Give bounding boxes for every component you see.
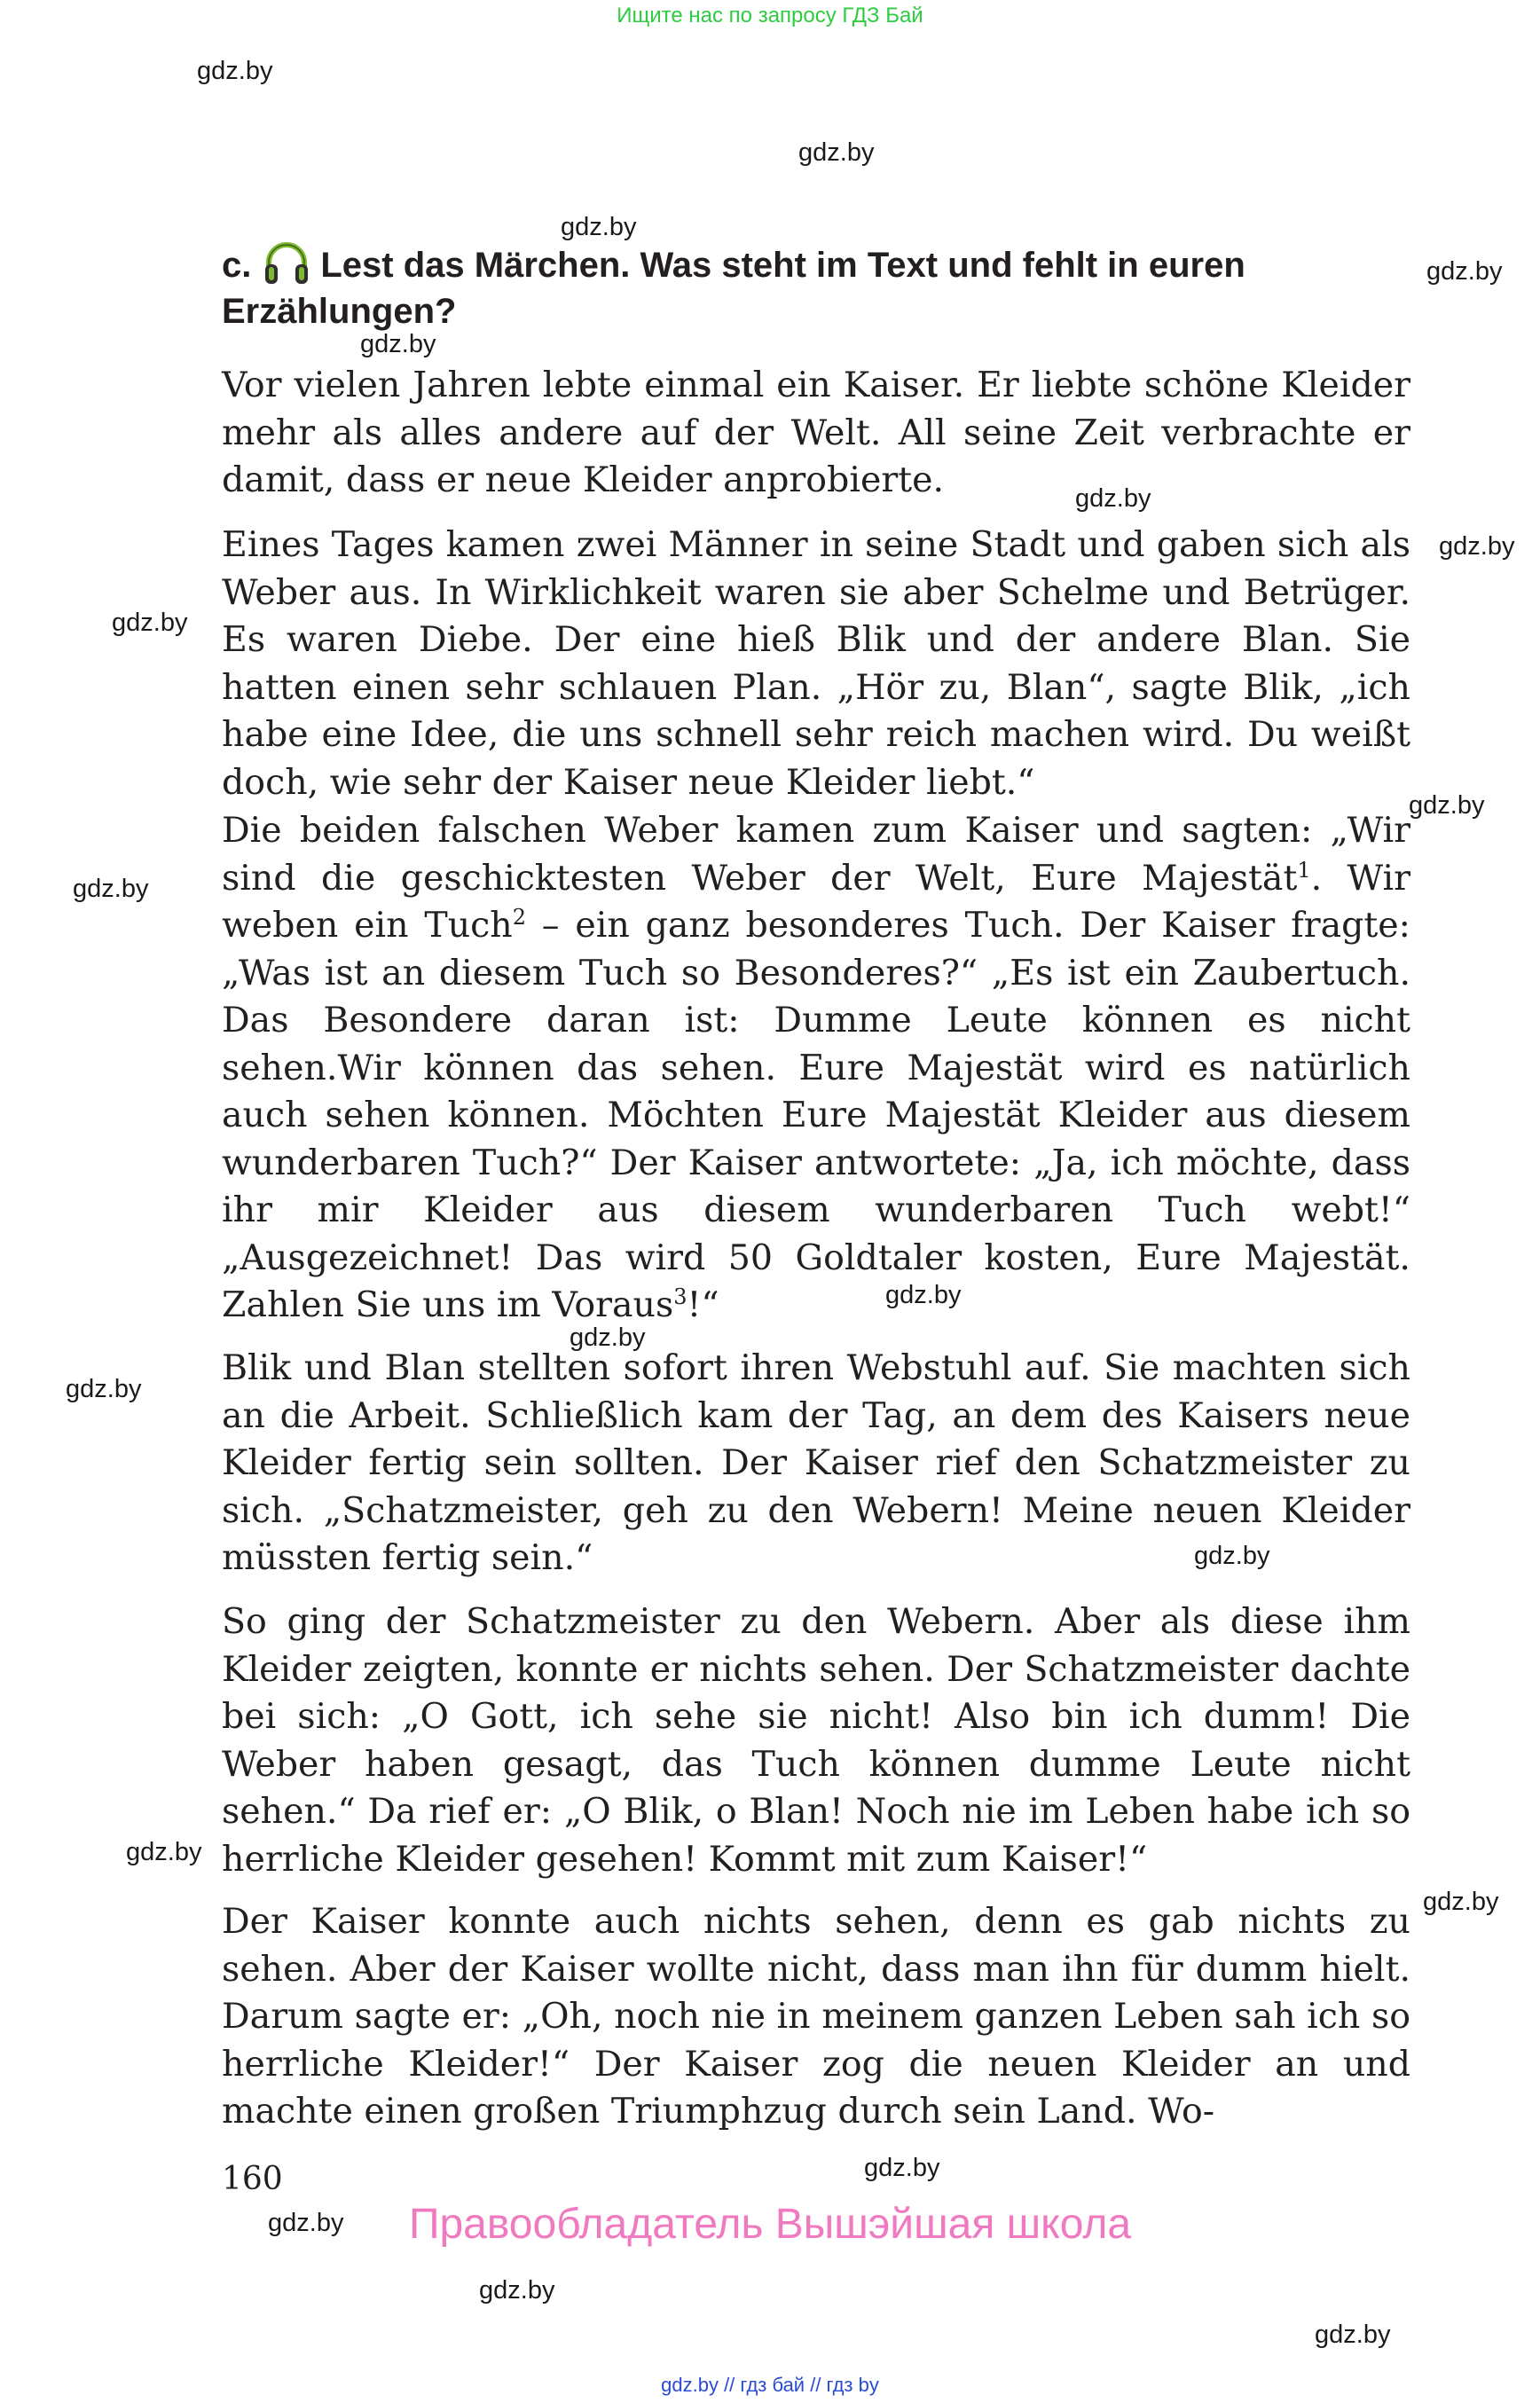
- watermark: gdz.by: [1194, 1542, 1270, 1570]
- watermark: gdz.by: [1315, 2321, 1391, 2349]
- page-number: 160: [222, 2161, 283, 2197]
- watermark: gdz.by: [1426, 257, 1503, 286]
- rights-holder: Правообладатель Вышэйшая школа: [408, 2201, 1132, 2248]
- story-paragraph-5: So ging der Schatzmeister zu den Webern. Aber als diese ihm Kleider zeigten, konnte er nichts sehen. Der Schatzmeister dachte bei sich: „O Gott, ich sehe sie nicht! Also bin ich dumm! Die Weber haben gesagt, das Tuch können dumme Leute nicht sehen.“ Da rief er: „O Blik, o Blan! Noch nie im Leben habe ich so herrliche Kleider gesehen! Kommt mit zum Kaiser!“: [222, 1601, 1410, 1880]
- task-letter: c.: [222, 246, 252, 285]
- headphones-icon[interactable]: [262, 238, 311, 287]
- watermark: gdz.by: [112, 609, 188, 637]
- top-banner[interactable]: Ищите нас по запросу ГДЗ Бай: [617, 4, 923, 27]
- task-heading: [222, 238, 1410, 334]
- text-segment: !“: [687, 1284, 719, 1325]
- watermark: gdz.by: [798, 138, 875, 167]
- story-paragraph-4: Blik und Blan stellten sofort ihren Webstuhl auf. Sie machten sich an die Arbeit. Schließlich kam der Tag, an dem des Kaisers neue Kleider fertig sein sollten. Der Kaiser rief den Schatzmeister zu sich. „Schatzmeister, geh zu den Webern! Meine neuen Kleider müssten fertig sein.“: [222, 1347, 1410, 1578]
- watermark: gdz.by: [73, 875, 149, 903]
- footnote-ref-1: 1: [1297, 857, 1311, 883]
- task-text: Lest das Märchen. Was steht im Text und fehlt in euren Erzählungen?: [222, 246, 1245, 331]
- watermark: gdz.by: [1075, 484, 1151, 513]
- text-segment: – ein ganz besonderes Tuch. Der Kaiser fragte: „Was ist an diesem Tuch so Besonderes?“ „Es ist ein Zaubertuch. Das Besondere daran ist: Dumme Leute können es nicht sehen.Wir können das sehen. Eure Majestät wird es natürlich auch sehen können. Möchten Eure Majestät Kleider aus diesem wunderbaren Tuch?“ Der Kaiser antwortete: „Ja, ich möchte, dass ihr mir Kleider aus diesem wunderbaren Tuch webt!“ „Ausgezeichnet! Das wird 50 Goldtaler kosten, Eure Majestät. Zahlen Sie uns im Voraus: [222, 905, 1410, 1325]
- story-paragraph-2: Eines Tages kamen zwei Männer in seine Stadt und gaben sich als Weber aus. In Wirklichkeit waren sie aber Schelme und Betrüger. Es waren Diebe. Der eine hieß Blik und der andere Blan. Sie hatten einen sehr schlauen Plan. „Hör zu, Blan“, sagte Blik, „ich habe eine Idee, die uns schnell sehr reich machen wird. Du weißt doch, wie sehr der Kaiser neue Kleider liebt.“: [222, 524, 1410, 803]
- text-segment: Die beiden falschen Weber kamen zum Kaiser und sagten: „Wir sind die geschicktesten Weber der Welt, Eure Majestät: [222, 810, 1410, 899]
- story-paragraph-3: [222, 807, 1410, 1330]
- watermark: gdz.by: [1409, 791, 1485, 820]
- watermark: gdz.by: [885, 1281, 962, 1309]
- watermark: gdz.by: [1439, 532, 1515, 561]
- watermark: gdz.by: [864, 2154, 940, 2182]
- footer-links[interactable]: gdz.by // гдз бай // гдз by: [661, 2374, 879, 2396]
- footnote-ref-2: 2: [512, 905, 526, 930]
- watermark: gdz.by: [197, 57, 273, 85]
- watermark: gdz.by: [1423, 1888, 1499, 1916]
- watermark: gdz.by: [479, 2276, 555, 2305]
- story-paragraph-6: Der Kaiser konnte auch nichts sehen, denn es gab nichts zu sehen. Aber der Kaiser wollte nicht, dass man ihn für dumm hielt. Darum sagte er: „Oh, noch nie in meinem ganzen Leben sah ich so herrliche Kleider!“ Der Kaiser zog die neuen Kleider an und machte einen großen Triumphzug durch sein Land. Wo-: [222, 1901, 1410, 2132]
- text-segment: . Wir weben ein Tuch: [222, 857, 1410, 946]
- watermark: gdz.by: [268, 2209, 344, 2237]
- watermark: gdz.by: [126, 1838, 202, 1866]
- footnote-ref-3: 3: [673, 1284, 688, 1309]
- story-paragraph-1: Vor vielen Jahren lebte einmal ein Kaiser. Er liebte schöne Kleider mehr als alles andere auf der Welt. All seine Zeit verbrachte er damit, dass er neue Kleider anprobierte.: [222, 365, 1410, 500]
- watermark: gdz.by: [66, 1375, 142, 1403]
- watermark: gdz.by: [570, 1323, 646, 1352]
- watermark: gdz.by: [360, 330, 436, 358]
- watermark: gdz.by: [561, 213, 637, 241]
